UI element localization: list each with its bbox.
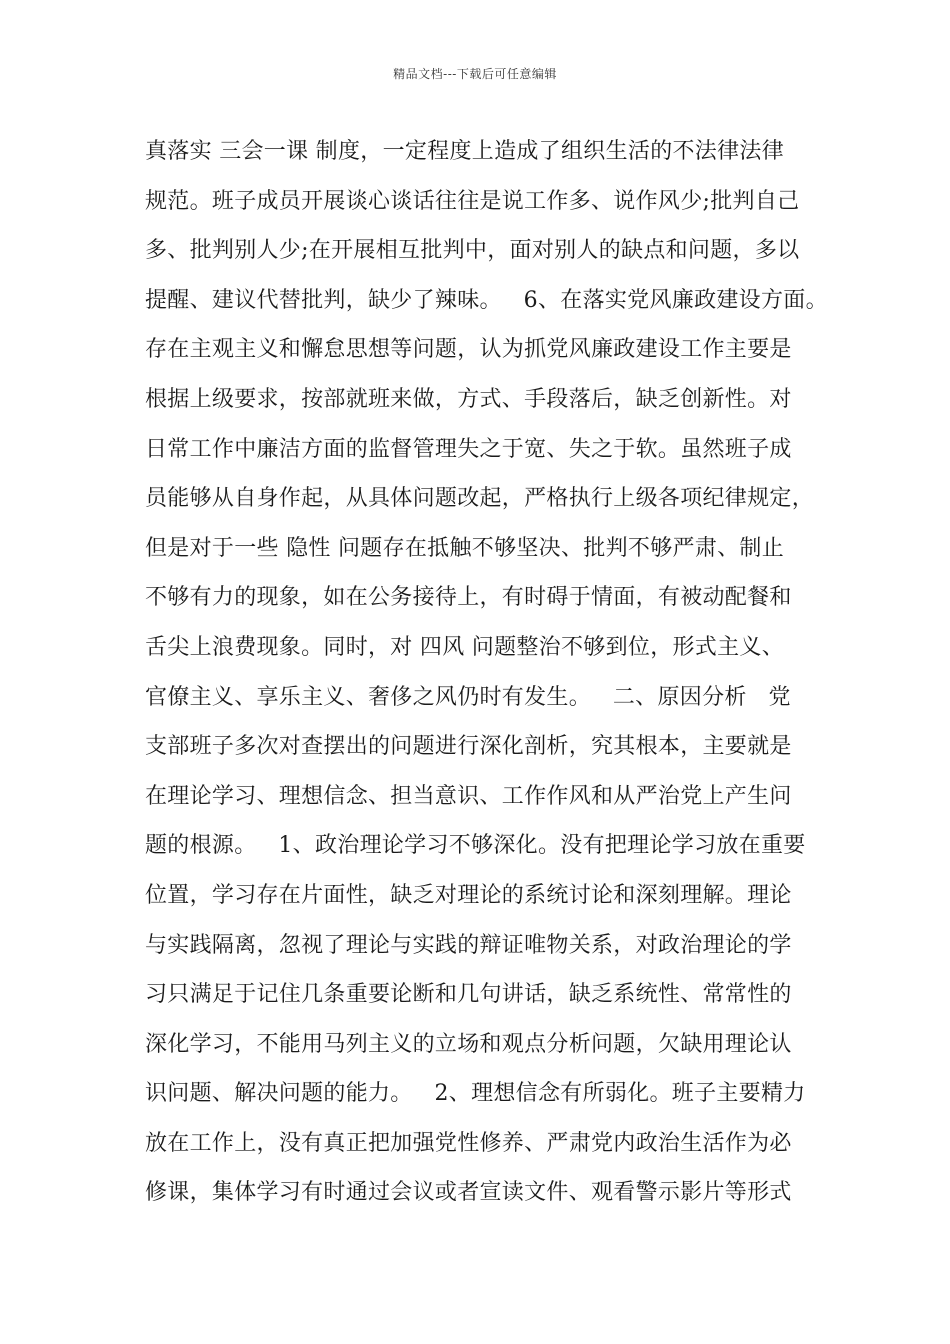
text-line: 规范。班子成员开展谈心谈话往往是说工作多、说作风少;批判自己 [145,188,800,214]
text-line: 在理论学习、理想信念、担当意识、工作作风和从严治党上产生问 [145,783,792,809]
text-line: 不够有力的现象，如在公务接待上，有时碍于情面，有被动配餐和 [145,585,792,611]
text-line: 放在工作上，没有真正把加强党性修养、严肃党内政治生活作为必 [145,1130,792,1156]
text-line: 存在主观主义和懈怠思想等问题，认为抓党风廉政建设工作主要是 [145,337,792,363]
page-header: 精品文档---下载后可任意编辑 [393,67,557,81]
text-line: 与实践隔离，忽视了理论与实践的辩证唯物关系，对政治理论的学 [145,932,792,958]
text-line: 深化学习，不能用马列主义的立场和观点分析问题，欠缺用理论认 [145,1031,792,1057]
text-line: 官僚主义、享乐主义、奢侈之风仍时有发生。 二、原因分析 党 [145,684,791,710]
text-line: 真落实 三会一课 制度，一定程度上造成了组织生活的不法律法律 [145,139,784,164]
text-line: 题的根源。 1、政治理论学习不够深化。没有把理论学习放在重要 [145,833,806,859]
text-line: 但是对于一些 隐性 问题存在抵触不够坚决、批判不够严肃、制止 [145,535,784,561]
text-line: 员能够从自身作起，从具体问题改起，严格执行上级各项纪律规定， [145,486,815,512]
text-line: 根据上级要求，按部就班来做，方式、手段落后，缺乏创新性。对 [145,386,792,412]
text-line: 习只满足于记住几条重要论断和几句讲话，缺乏系统性、常常性的 [145,982,792,1008]
text-line: 修课，集体学习有时通过会议或者宣读文件、观看警示影片等形式 [145,1180,792,1206]
text-line: 支部班子多次对查摆出的问题进行深化剖析，究其根本，主要就是 [145,734,792,760]
text-line: 舌尖上浪费现象。同时，对 四风 问题整治不够到位，形式主义、 [145,634,784,660]
text-line: 提醒、建议代替批判，缺少了辣味。 6、在落实党风廉政建设方面。 [145,287,828,313]
text-line: 位置，学习存在片面性，缺乏对理论的系统讨论和深刻理解。理论 [145,882,792,908]
body-text [145,130,828,1221]
text-line: 日常工作中廉洁方面的监督管理失之于宽、失之于软。虽然班子成 [145,436,792,462]
text-line: 多、批判别人少;在开展相互批判中，面对别人的缺点和问题，多以 [145,238,800,264]
text-line: 识问题、解决问题的能力。 2、理想信念有所弱化。班子主要精力 [145,1081,806,1107]
